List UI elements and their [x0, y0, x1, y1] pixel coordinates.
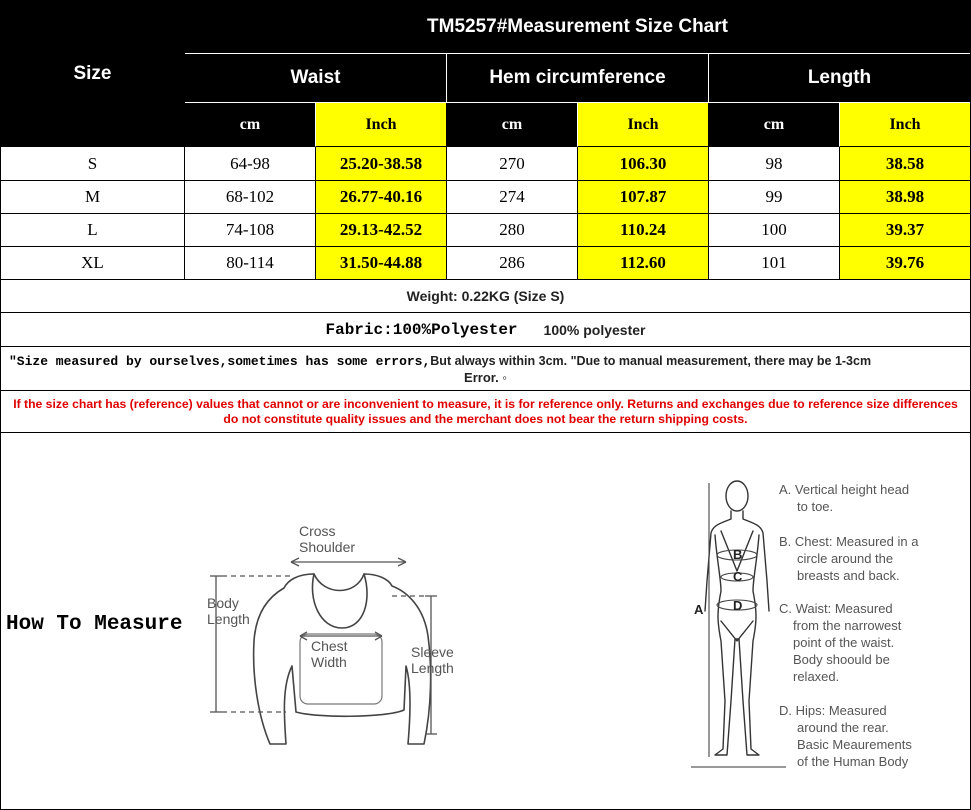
unit-header: Inch [578, 103, 709, 147]
unit-header: Inch [316, 103, 447, 147]
table-cell: 112.60 [578, 247, 709, 280]
table-cell: 107.87 [578, 181, 709, 214]
table-cell: 270 [447, 147, 578, 181]
table-cell: 80-114 [185, 247, 316, 280]
table-cell: 68-102 [185, 181, 316, 214]
size-cell: S [1, 147, 185, 181]
table-cell: 98 [709, 147, 840, 181]
measure-note-a: "Size measured by ourselves,sometimes has some errors, [9, 354, 431, 369]
table-cell: 286 [447, 247, 578, 280]
table-cell: 110.24 [578, 214, 709, 247]
sleeve-length-label: Sleeve Length [411, 644, 454, 676]
body-length-label: Body Length [207, 595, 250, 627]
legend-d: D. Hips: Measured around the rear. Basic Meaurements of the Human Body [779, 703, 912, 769]
how-to-measure-label: How To Measure [6, 613, 183, 636]
unit-header: cm [185, 103, 316, 147]
chart-title: TM5257#Measurement Size Chart [185, 1, 970, 54]
group-header-length: Length [709, 54, 970, 103]
weight-text: Weight: 0.22KG (Size S) [406, 288, 565, 304]
unit-header: Inch [840, 103, 970, 147]
table-cell: 26.77-40.16 [316, 181, 447, 214]
table-cell: 101 [709, 247, 840, 280]
table-cell: 25.20-38.58 [316, 147, 447, 181]
table-cell: 29.13-42.52 [316, 214, 447, 247]
legend-a: A. Vertical height head to toe. [779, 482, 910, 514]
table-cell: 39.37 [840, 214, 970, 247]
legend-b: B. Chest: Measured in a circle around the breasts and back. [779, 534, 919, 583]
size-cell: XL [1, 247, 185, 280]
table-cell: 280 [447, 214, 578, 247]
table-cell: 39.76 [840, 247, 970, 280]
marker-a: A [694, 602, 704, 617]
body-diagram [691, 471, 786, 771]
measure-note: "Size measured by ourselves,sometimes has some errors,But always within 3cm. "Due to manual measurement, there may be 1-3cm Error. ◦ [1, 347, 970, 391]
warning-text: If the size chart has (reference) values that cannot or are inconvenient to measure, it is for reference only. Returns and exchanges due to reference size differences do not constitute quality issues and the merchant does not bear the return shipping costs. [13, 396, 958, 426]
size-cell: L [1, 214, 185, 247]
fabric-row [1, 313, 970, 347]
table-cell: 74-108 [185, 214, 316, 247]
size-header: Size [1, 1, 185, 147]
group-header-waist: Waist [185, 54, 447, 103]
fabric-main: Fabric:100%Polyester [325, 320, 518, 339]
table-cell: 38.58 [840, 147, 970, 181]
weight-row [1, 280, 970, 313]
table-cell: 64-98 [185, 147, 316, 181]
measure-note-c: Error. [464, 370, 499, 385]
legend-c: C. Waist: Measured from the narrowest point of the waist. Body shoould be relaxed. [779, 601, 902, 684]
fabric-sub: 100% polyester [543, 321, 646, 338]
table-cell: 31.50-44.88 [316, 247, 447, 280]
unit-header: cm [447, 103, 578, 147]
table-cell: 99 [709, 181, 840, 214]
size-cell: M [1, 181, 185, 214]
cross-shoulder-label: Cross Shoulder [299, 523, 356, 555]
marker-c: C [733, 569, 743, 584]
marker-d: D [733, 598, 743, 613]
table-cell: 38.98 [840, 181, 970, 214]
measure-note-b: But always within 3cm. "Due to manual measurement, there may be 1-3cm [430, 354, 872, 368]
warning-row [1, 391, 970, 433]
marker-b: B [733, 547, 743, 562]
table-cell: 100 [709, 214, 840, 247]
unit-header: cm [709, 103, 840, 147]
chest-width-label: Chest Width [311, 638, 348, 670]
body-head [726, 481, 748, 511]
group-header-hem: Hem circumference [447, 54, 709, 103]
table-cell: 274 [447, 181, 578, 214]
body-legend [779, 481, 918, 770]
table-cell: 106.30 [578, 147, 709, 181]
